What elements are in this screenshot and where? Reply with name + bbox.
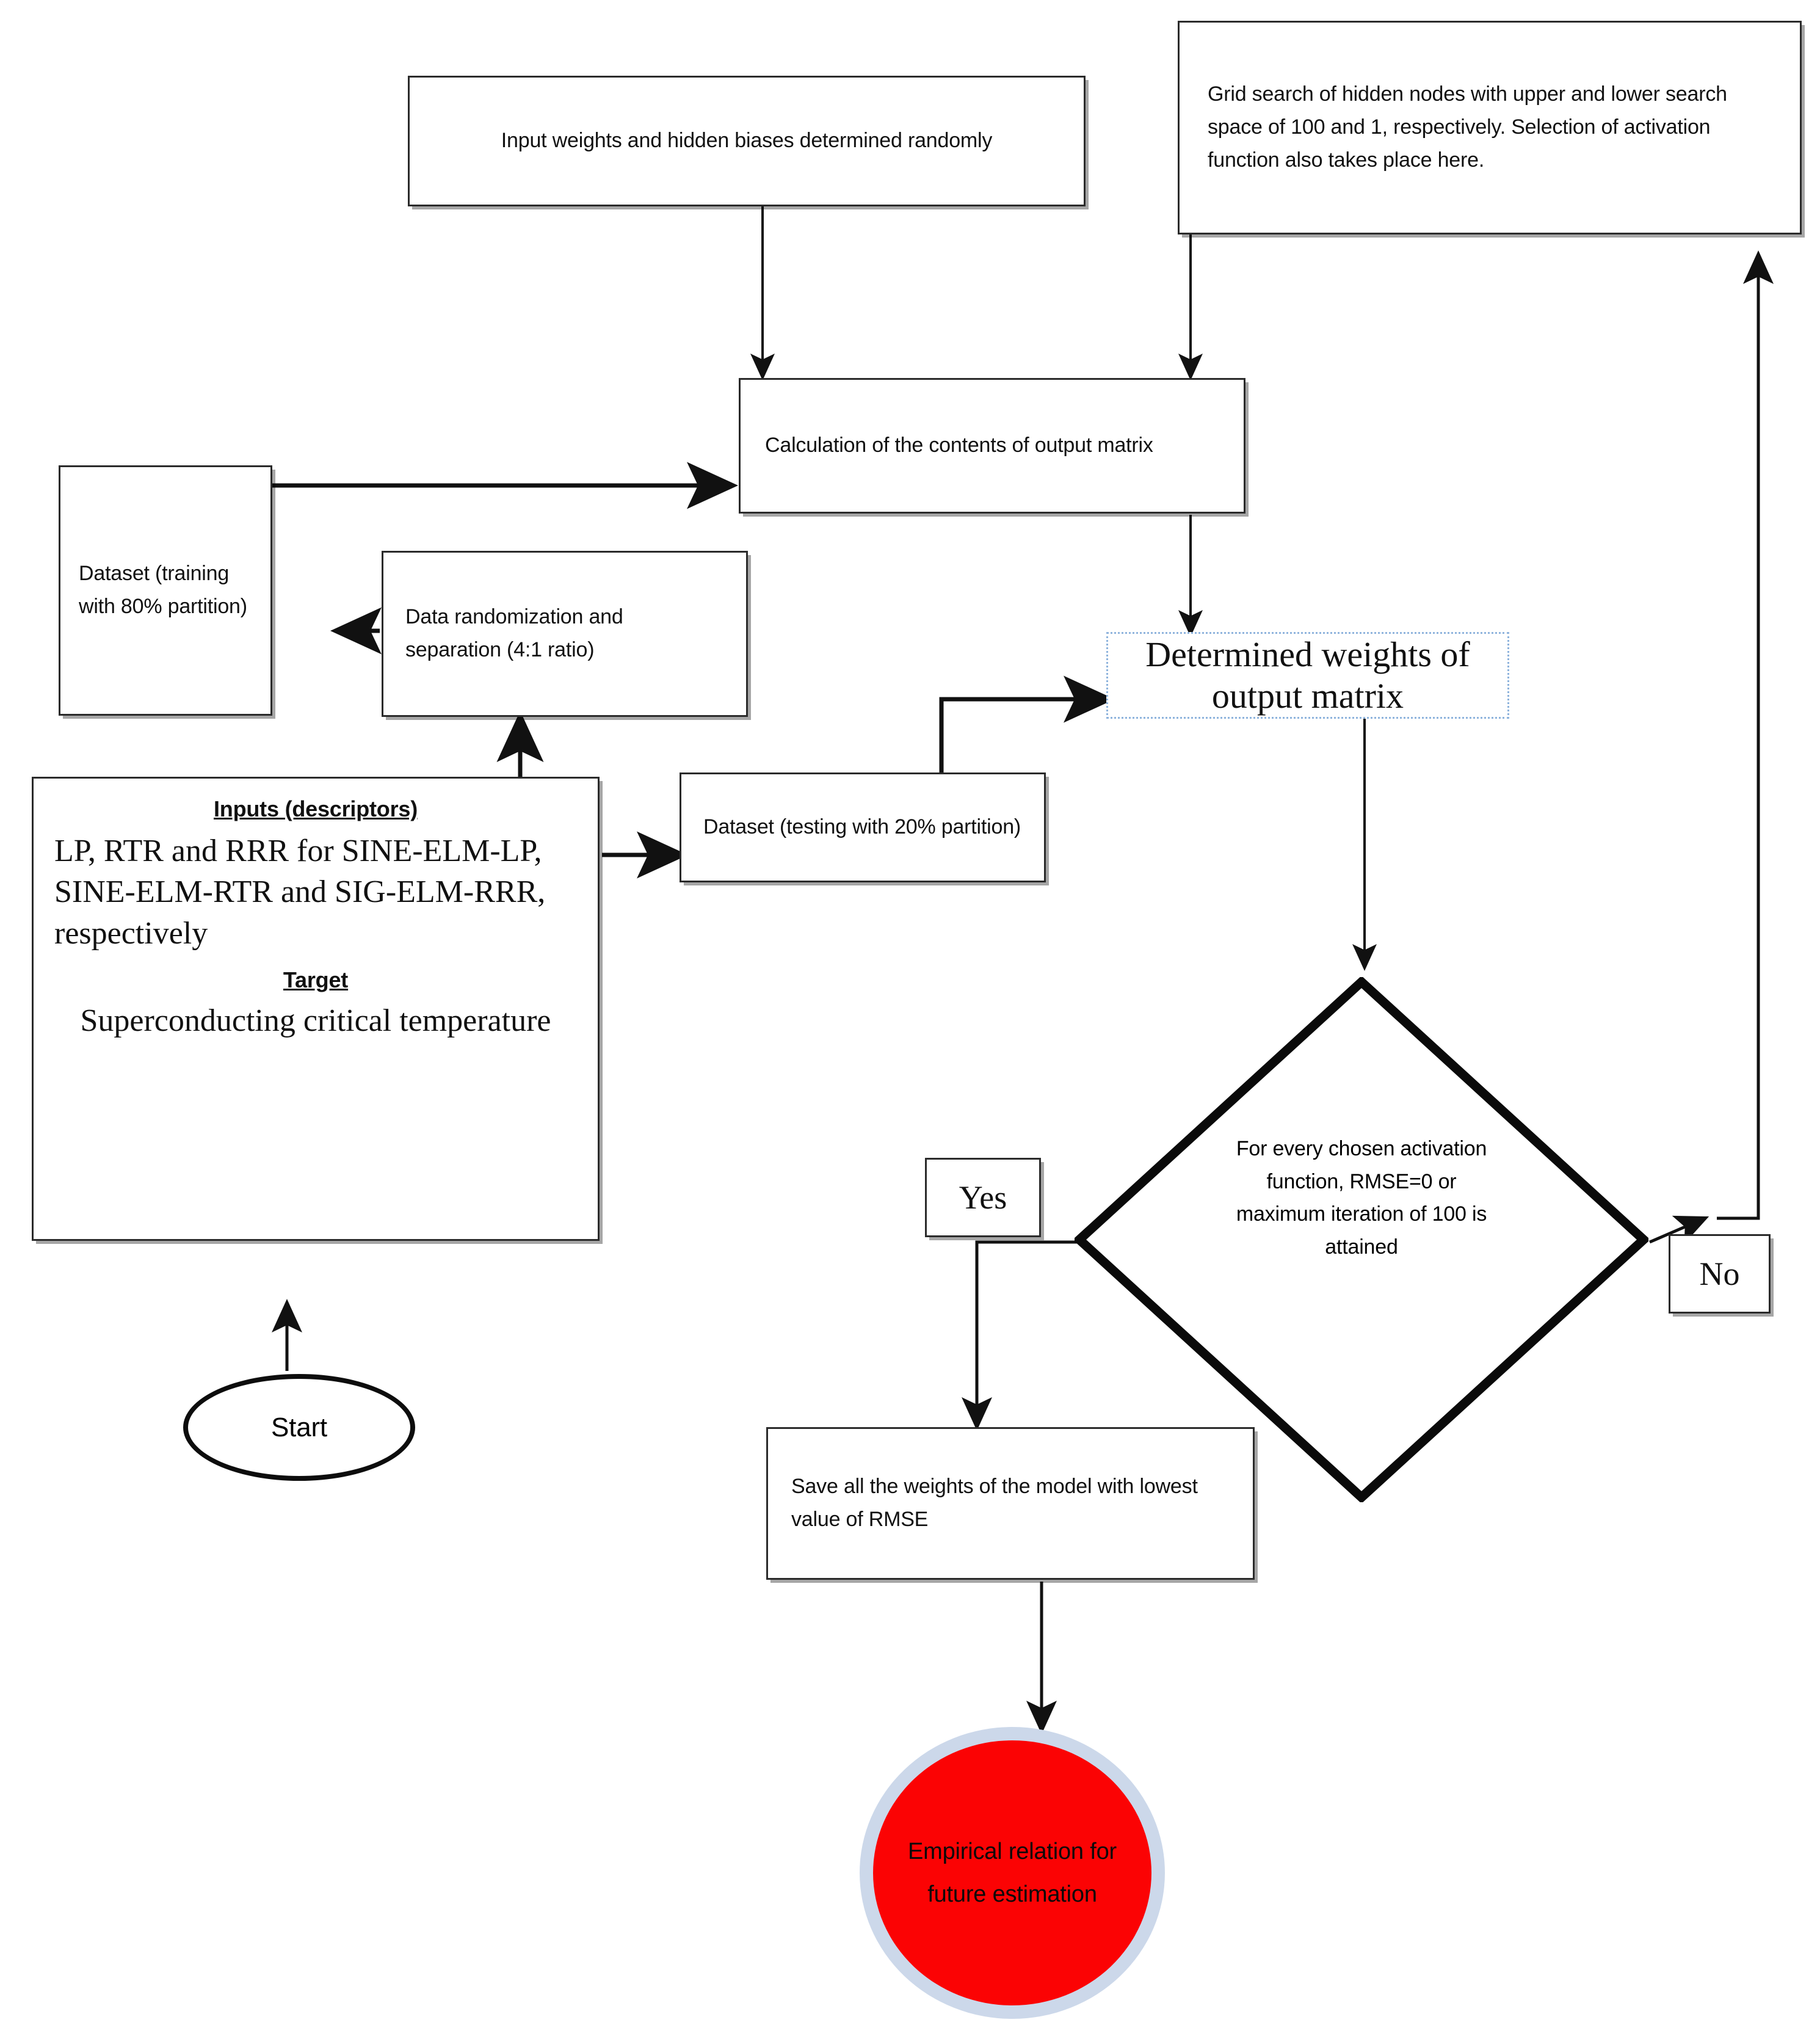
node-data-randomization-label: Data randomization and separation (4:1 ratio) [405,605,623,661]
node-no[interactable] [1669,1234,1771,1314]
node-dataset-training[interactable] [59,465,272,716]
node-end-terminator[interactable] [860,1727,1165,2019]
node-dataset-training-label: Dataset (training with 80% partition) [79,562,247,618]
node-decision-label: For every chosen activation function, RMSE=0 or maximum iteration of 100 is attained [1236,1137,1487,1259]
node-save-weights[interactable] [766,1427,1255,1580]
node-input-weights-label: Input weights and hidden biases determined randomly [501,129,993,153]
node-calculation-label: Calculation of the contents of output matrix [765,434,1153,457]
node-start[interactable] [183,1374,415,1481]
node-target-heading: Target [283,967,349,992]
node-start-label: Start [271,1412,327,1442]
node-yes[interactable] [925,1158,1041,1237]
wire-testing-to-determined [941,699,1106,772]
wire-decision-yes-to-save [977,1242,1078,1425]
node-inputs-text: LP, RTR and RRR for SINE-ELM-LP, SINE-ELM-RTR and SIG-ELM-RRR, respectively [54,833,546,951]
node-yes-label: Yes [959,1179,1007,1216]
node-input-weights[interactable] [408,76,1086,206]
node-grid-search-label: Grid search of hidden nodes with upper and lower search space of 100 and 1, respectively. Selection of activation function also takes place here. [1208,82,1727,172]
node-no-label: No [1699,1255,1740,1292]
node-calculation[interactable] [739,378,1245,514]
node-determined-weights[interactable] [1106,632,1509,719]
node-dataset-testing[interactable] [680,772,1046,882]
node-inputs-heading: Inputs (descriptors) [213,796,418,821]
node-inputs-target[interactable] [32,777,600,1241]
node-determined-weights-label: Determined weights of output matrix [1145,634,1470,716]
wire-no-to-gridsearch [1717,256,1758,1218]
node-dataset-testing-label: Dataset (testing with 20% partition) [703,815,1021,839]
node-end-label: Empirical relation for future estimation [908,1838,1117,1907]
node-grid-search[interactable] [1178,21,1802,234]
node-save-weights-label: Save all the weights of the model with lowest value of RMSE [791,1475,1198,1531]
node-target-text: Superconducting critical temperature [80,1003,551,1038]
node-data-randomization[interactable] [382,551,748,717]
